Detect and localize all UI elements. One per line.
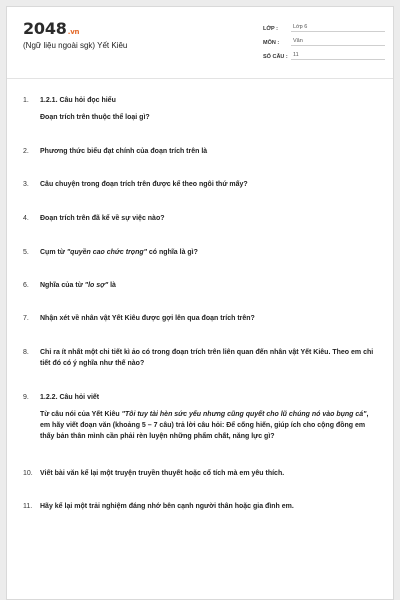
question-2 — [23, 146, 379, 157]
question-text: Nghĩa của từ "lo sợ" là — [40, 282, 116, 289]
site-logo[interactable] — [23, 19, 79, 38]
meta-row-count — [263, 49, 385, 60]
section-heading: 1.2.2. Câu hỏi viết — [40, 394, 100, 401]
question-number: 7. — [23, 315, 29, 322]
question-number: 8. — [23, 349, 29, 356]
question-5 — [23, 247, 379, 258]
question-text: Từ câu nói của Yết Kiêu "Tôi tuy tài hèn sức yếu nhưng cũng quyết cho lũ chúng nó vào bụng cá", em hãy viết đoạn văn (khoảng 5 – 7 câu) trả lời câu hỏi: Để cống hiến, giúp ích cho cộng đồng em thấy bản thân mình cần phải rèn luyện những phẩm chất, năng lực gì? — [40, 411, 369, 440]
question-number: 2. — [23, 148, 29, 155]
meta-value-class: Lớp 6 — [291, 24, 385, 32]
question-10 — [23, 468, 379, 479]
question-3 — [23, 179, 379, 190]
question-text: Đoạn trích trên đã kể về sự việc nào? — [40, 215, 165, 222]
quoted-phrase: "quyền cao chức trọng" — [66, 249, 147, 256]
question-text: Cụm từ "quyền cao chức trọng" có nghĩa là gì? — [40, 249, 198, 256]
meta-value-count: 11 — [291, 52, 385, 60]
meta-row-subject — [263, 35, 385, 46]
meta-row-class — [263, 21, 385, 32]
question-text: Câu chuyện trong đoạn trích trên được kể theo ngôi thứ mấy? — [40, 181, 248, 188]
question-text: Nhận xét về nhân vật Yết Kiêu được gợi lên qua đoạn trích trên? — [40, 315, 255, 322]
question-11 — [23, 501, 379, 512]
meta-label-subject: MÔN : — [263, 40, 280, 46]
question-4 — [23, 213, 379, 224]
logo-suffix: .vn — [67, 28, 80, 36]
question-text: Viết bài văn kể lại một truyện truyền thuyết hoặc cổ tích mà em yêu thích. — [40, 470, 285, 477]
question-text: Phương thức biểu đạt chính của đoạn trích trên là — [40, 148, 208, 155]
section-heading: 1.2.1. Câu hỏi đọc hiểu — [40, 97, 116, 104]
question-number: 4. — [23, 215, 29, 222]
question-7 — [23, 313, 379, 324]
quoted-phrase: "lo sợ" — [84, 282, 109, 289]
question-body — [40, 95, 379, 123]
question-number: 10. — [23, 470, 33, 477]
question-number: 5. — [23, 249, 29, 256]
meta-label-count: SỐ CÂU : — [263, 54, 288, 60]
question-text: Đoạn trích trên thuộc thể loại gì? — [40, 114, 150, 121]
question-text: Chỉ ra ít nhất một chi tiết kì ảo có trong đoạn trích trên liên quan đến nhân vật Yết Kiêu. Theo em chi tiết đó có ý nghĩa như thế nào? — [40, 349, 374, 367]
quoted-phrase: "Tôi tuy tài hèn sức yếu nhưng cũng quyết cho lũ chúng nó vào bụng cá" — [121, 411, 367, 418]
question-number: 3. — [23, 181, 29, 188]
question-1 — [23, 95, 379, 123]
question-number: 6. — [23, 282, 29, 289]
meta-value-subject: Văn — [291, 38, 385, 46]
question-6 — [23, 280, 379, 291]
question-number: 9. — [23, 394, 29, 401]
question-text: Hãy kể lại một trải nghiệm đáng nhớ bên cạnh người thân hoặc gia đình em. — [40, 503, 294, 510]
question-body — [40, 392, 379, 442]
document-title: (Ngữ liệu ngoài sgk) Yết Kiêu — [23, 41, 128, 50]
meta-box — [263, 21, 385, 63]
question-number: 1. — [23, 97, 29, 104]
question-8 — [23, 347, 379, 369]
question-9 — [23, 392, 379, 442]
worksheet-header — [7, 7, 393, 79]
question-number: 11. — [23, 503, 33, 510]
logo-text: 2048 — [23, 19, 67, 38]
worksheet-page — [6, 6, 394, 600]
meta-label-class: LỚP : — [263, 26, 278, 32]
